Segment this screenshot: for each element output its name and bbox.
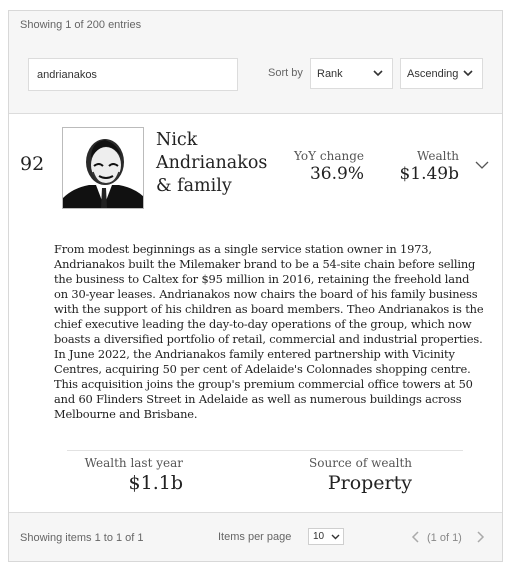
pagination-bar (9, 512, 502, 561)
wealth-label: Wealth (417, 149, 459, 163)
entries-count: Showing 1 of 200 entries (20, 19, 142, 31)
portrait-illustration (63, 128, 144, 209)
yoy-value: 36.9% (309, 164, 364, 184)
portrait-image (62, 127, 144, 209)
items-per-page-value: 10 (313, 531, 325, 542)
name-line: Nick (156, 130, 198, 150)
search-input[interactable] (28, 58, 238, 91)
order-select[interactable] (400, 58, 483, 89)
rank-number: 92 (20, 153, 45, 175)
name-line: Andrianakos (156, 153, 268, 173)
biography-text: From modest beginnings as a single service station owner in 1973, Andrianakos built the Milemaker brand to be a 54-site chain before selling the business to Caltex for $95 million in 2016, retaining the freehold land on 30-year leases. Andrianakos now chairs the board of his family business with the support of his children as board members. Theo Andrianakos is the chief executive leading the day-to-day operations of the group, which now boasts a diversified portfolio of retail, commercial and industrial properties. In June 2022, the Andrianakos family entered partnership with Vicinity Centres, acquiring 50 per cent of Adelaide's Colonnades shopping centre. This acquisition joins the group's premium commercial office towers at 50 and 60 Flinders Street in Adelaide as well as numerous buildings across Melbourne and Brisbane. (54, 242, 484, 421)
sort-select-value: Rank (317, 67, 343, 80)
chevron-down-icon (372, 67, 384, 79)
items-per-page-label: Items per page (218, 531, 292, 543)
chevron-down-icon[interactable] (475, 158, 489, 172)
yoy-label: YoY change (294, 149, 364, 163)
order-select-value: Ascending (407, 67, 459, 80)
filter-bar (9, 11, 502, 114)
showing-items-text: Showing items 1 to 1 of 1 (20, 532, 144, 544)
last-year-label: Wealth last year (84, 456, 183, 470)
wealth-value: $1.49b (399, 164, 459, 184)
sort-select[interactable] (310, 58, 393, 89)
wealth (389, 149, 459, 184)
rich-list-panel (8, 10, 503, 562)
chevron-down-icon (331, 532, 340, 541)
source-value: Property (327, 472, 412, 494)
source-of-wealth (305, 456, 412, 494)
wealth-last-year (79, 456, 183, 494)
chevron-left-icon[interactable] (411, 531, 421, 543)
chevron-right-icon[interactable] (475, 531, 485, 543)
entry-row[interactable] (9, 115, 502, 215)
source-label: Source of wealth (309, 456, 412, 470)
name-line: & family (156, 176, 232, 196)
divider (67, 450, 463, 451)
items-per-page-select[interactable] (308, 528, 344, 545)
sort-by-label: Sort by (268, 67, 303, 79)
person-name (156, 129, 286, 198)
page-indicator: (1 of 1) (427, 532, 462, 544)
yoy-change (289, 149, 364, 184)
chevron-down-icon (462, 67, 474, 79)
last-year-value: $1.1b (128, 472, 183, 494)
